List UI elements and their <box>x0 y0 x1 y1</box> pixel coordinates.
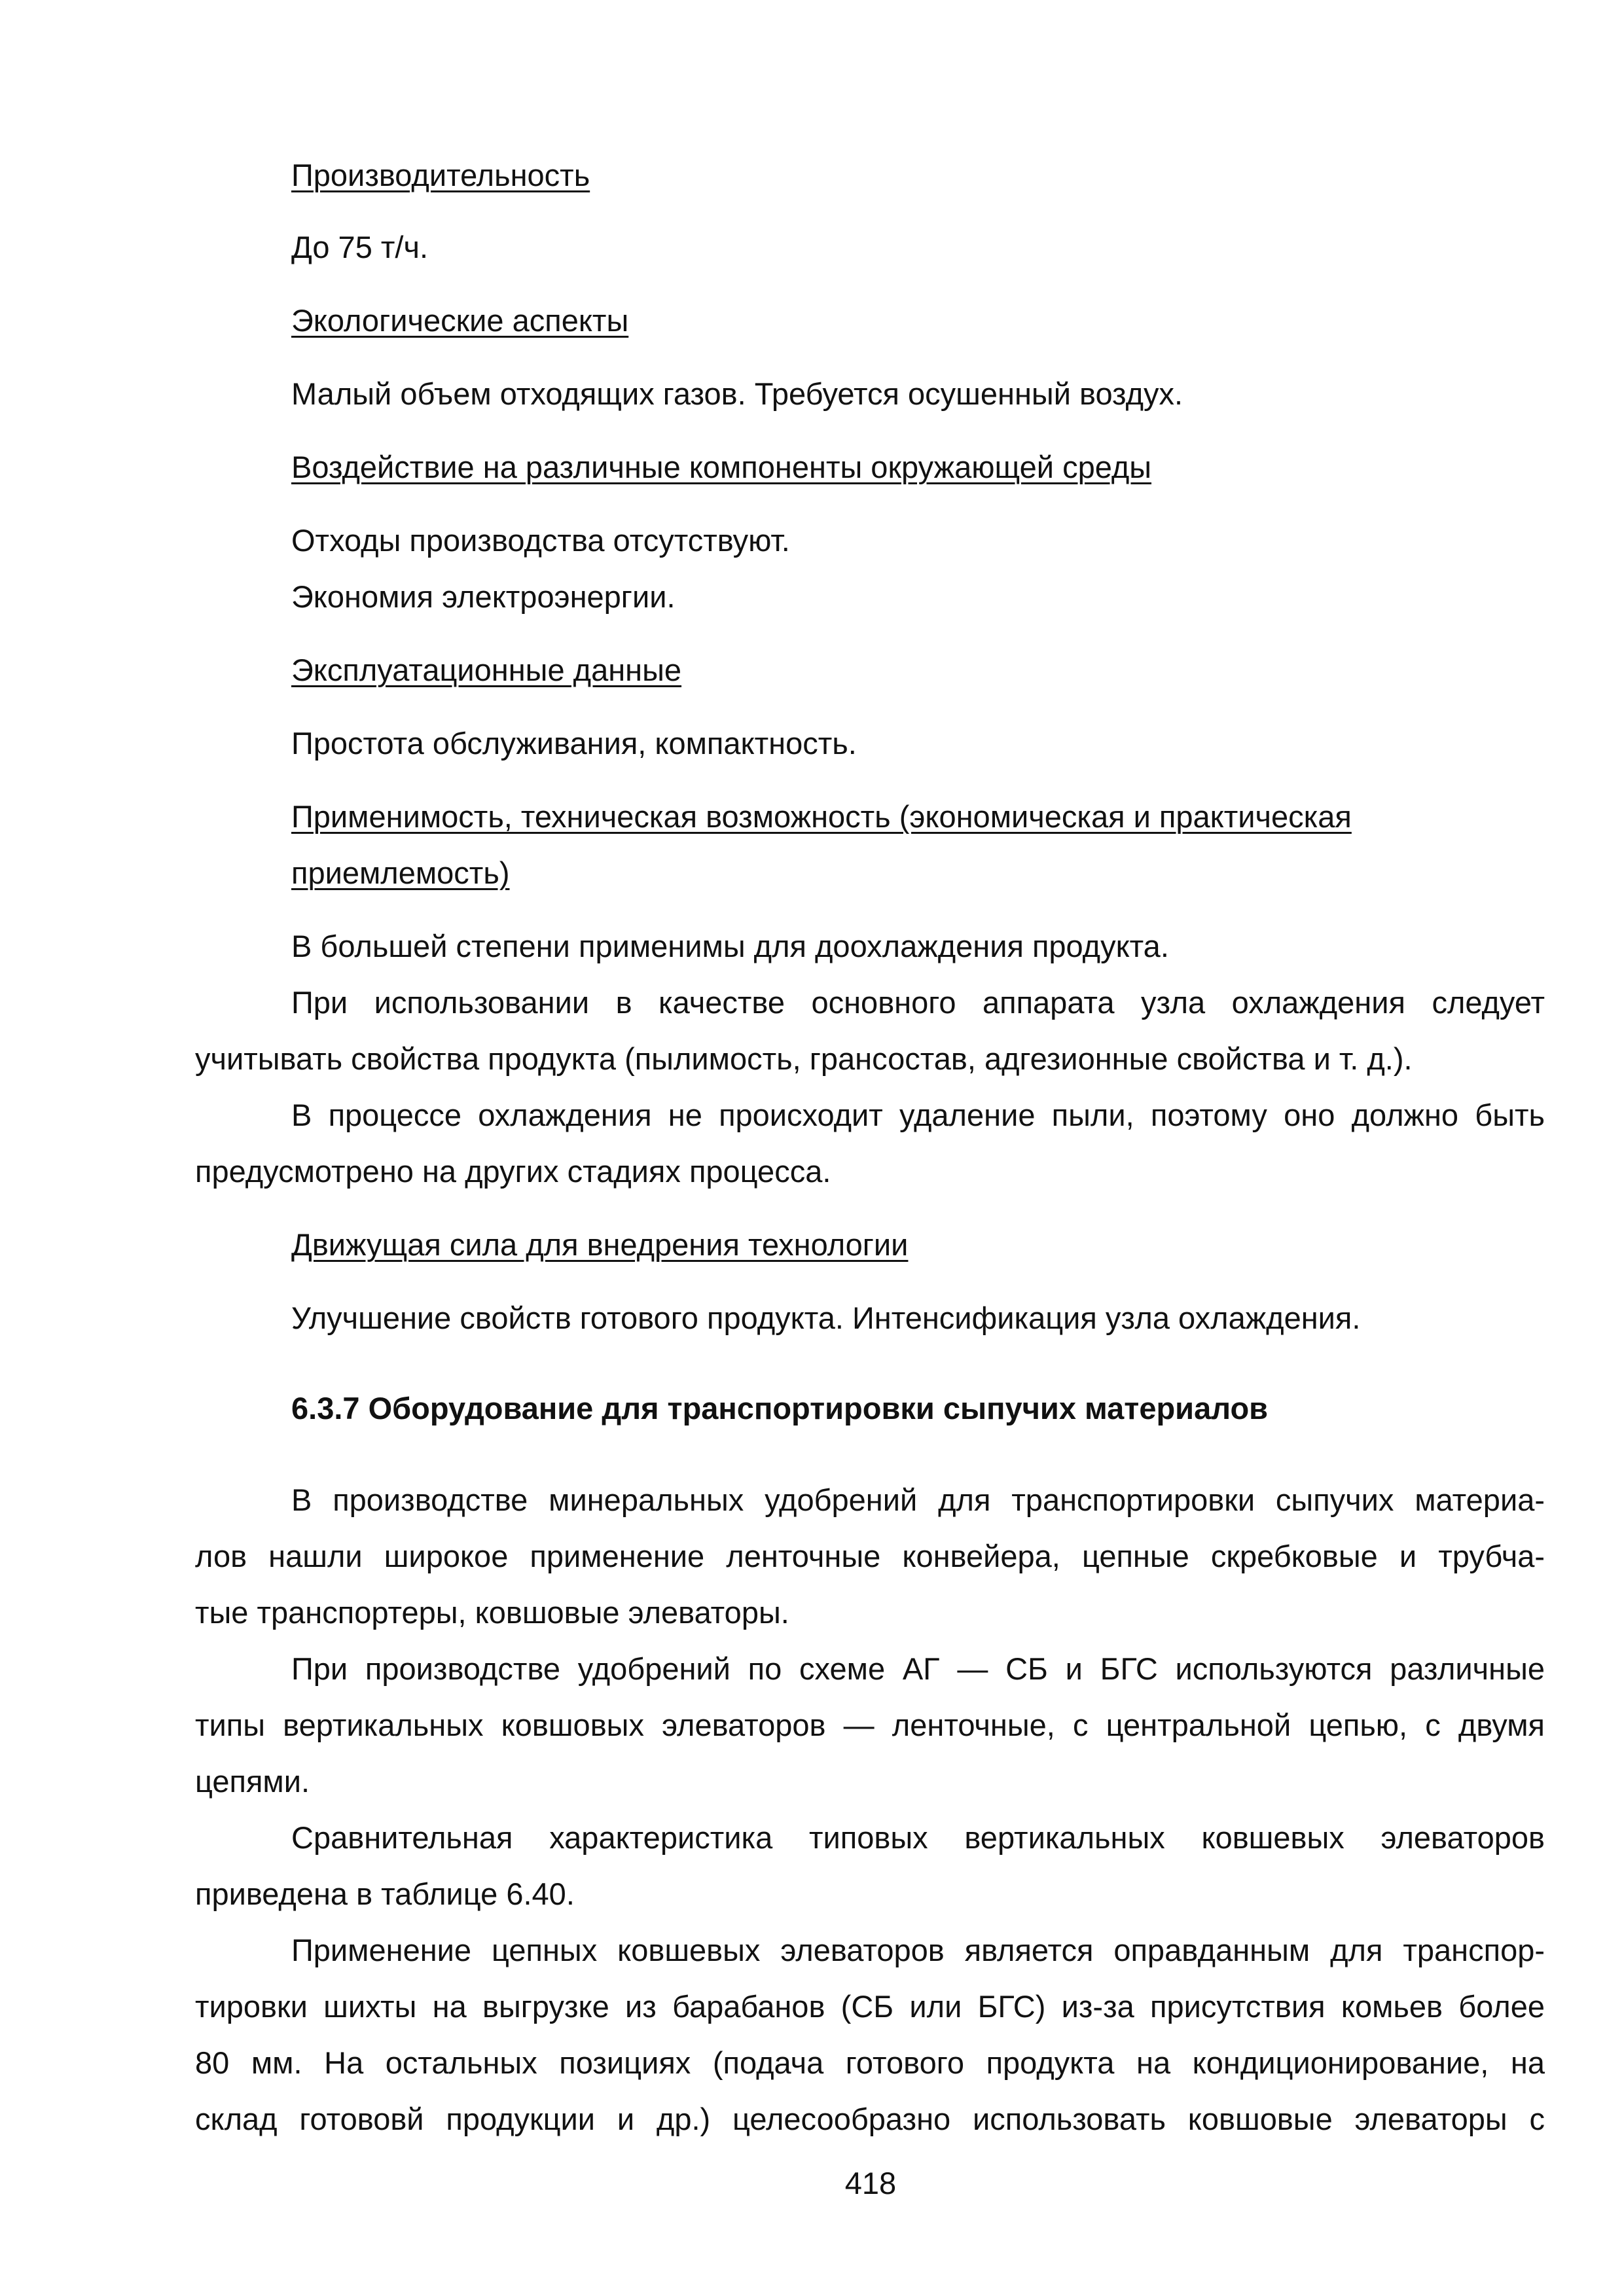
subsection-p4-line-3: 80 мм. На остальных позициях (подача готового продукта на кондиционирование, на <box>195 2045 1545 2080</box>
page-number: 418 <box>844 2166 897 2200</box>
subsection-p1-line-3: тые транспортеры, ковшовые элеваторы. <box>195 1595 789 1630</box>
eco-heading: Экологические аспекты <box>291 303 629 338</box>
impact-text-2: Экономия электроэнергии. <box>291 579 676 614</box>
subsection-p2-line-1: При производстве удобрений по схеме АГ — СБ и БГС используются различные <box>291 1651 1545 1686</box>
subsection-p3-line-1: Сравнительная характеристика типовых вертикальных ковшевых элеваторов <box>291 1820 1545 1855</box>
applicability-heading-line-1: Применимость, техническая возможность (экономическая и практическая <box>291 799 1352 834</box>
impact-heading: Воздействие на различные компоненты окружающей среды <box>291 450 1152 484</box>
applicability-paragraph-3-line-1: В процессе охлаждения не происходит удаление пыли, поэтому оно должно быть <box>291 1098 1545 1132</box>
subsection-p3-line-2: приведена в таблице 6.40. <box>195 1876 575 1911</box>
applicability-text-1: В большей степени применимы для доохлаждения продукта. <box>291 929 1169 963</box>
operation-text: Простота обслуживания, компактность. <box>291 726 857 761</box>
impact-text-1: Отходы производства отсутствуют. <box>291 523 790 558</box>
operation-heading: Эксплуатационные данные <box>291 653 682 687</box>
subsection-p4-line-2: тировки шихты на выгрузке из барабанов (СБ или БГС) из-за присутствия комьев более <box>195 1989 1545 2024</box>
subsection-p2-line-2: типы вертикальных ковшовых элеваторов — ленточные, с центральной цепью, с двумя <box>195 1708 1545 1742</box>
driving-force-heading: Движущая сила для внедрения технологии <box>291 1227 909 1262</box>
subsection-p1-line-1: В производстве минеральных удобрений для транспортировки сыпучих материа- <box>291 1482 1545 1517</box>
subsection-p1-line-2: лов нашли широкое применение ленточные конвейера, цепные скребковые и трубча- <box>195 1539 1545 1573</box>
productivity-heading: Производительность <box>291 158 590 192</box>
subsection-p4-line-4: склад готововй продукции и др.) целесообразно использовать ковшовые элеваторы с <box>195 2102 1545 2136</box>
subsection-p2-line-3: цепями. <box>195 1764 310 1799</box>
applicability-paragraph-2-line-2: учитывать свойства продукта (пылимость, грансостав, адгезионные свойства и т. д.). <box>195 1041 1413 1076</box>
subsection-title: 6.3.7 Оборудование для транспортировки сыпучих материалов <box>291 1391 1269 1426</box>
eco-text: Малый объем отходящих газов. Требуется осушенный воздух. <box>291 376 1183 411</box>
applicability-paragraph-2-line-1: При использовании в качестве основного аппарата узла охлаждения следует <box>291 985 1545 1020</box>
applicability-heading-line-2: приемлемость) <box>291 855 510 890</box>
productivity-text: До 75 т/ч. <box>291 230 429 264</box>
driving-force-text: Улучшение свойств готового продукта. Интенсификация узла охлаждения. <box>291 1300 1361 1335</box>
applicability-paragraph-3-line-2: предусмотрено на других стадиях процесса. <box>195 1154 831 1189</box>
subsection-p4-line-1: Применение цепных ковшевых элеваторов является оправданным для транспор- <box>291 1933 1545 1967</box>
